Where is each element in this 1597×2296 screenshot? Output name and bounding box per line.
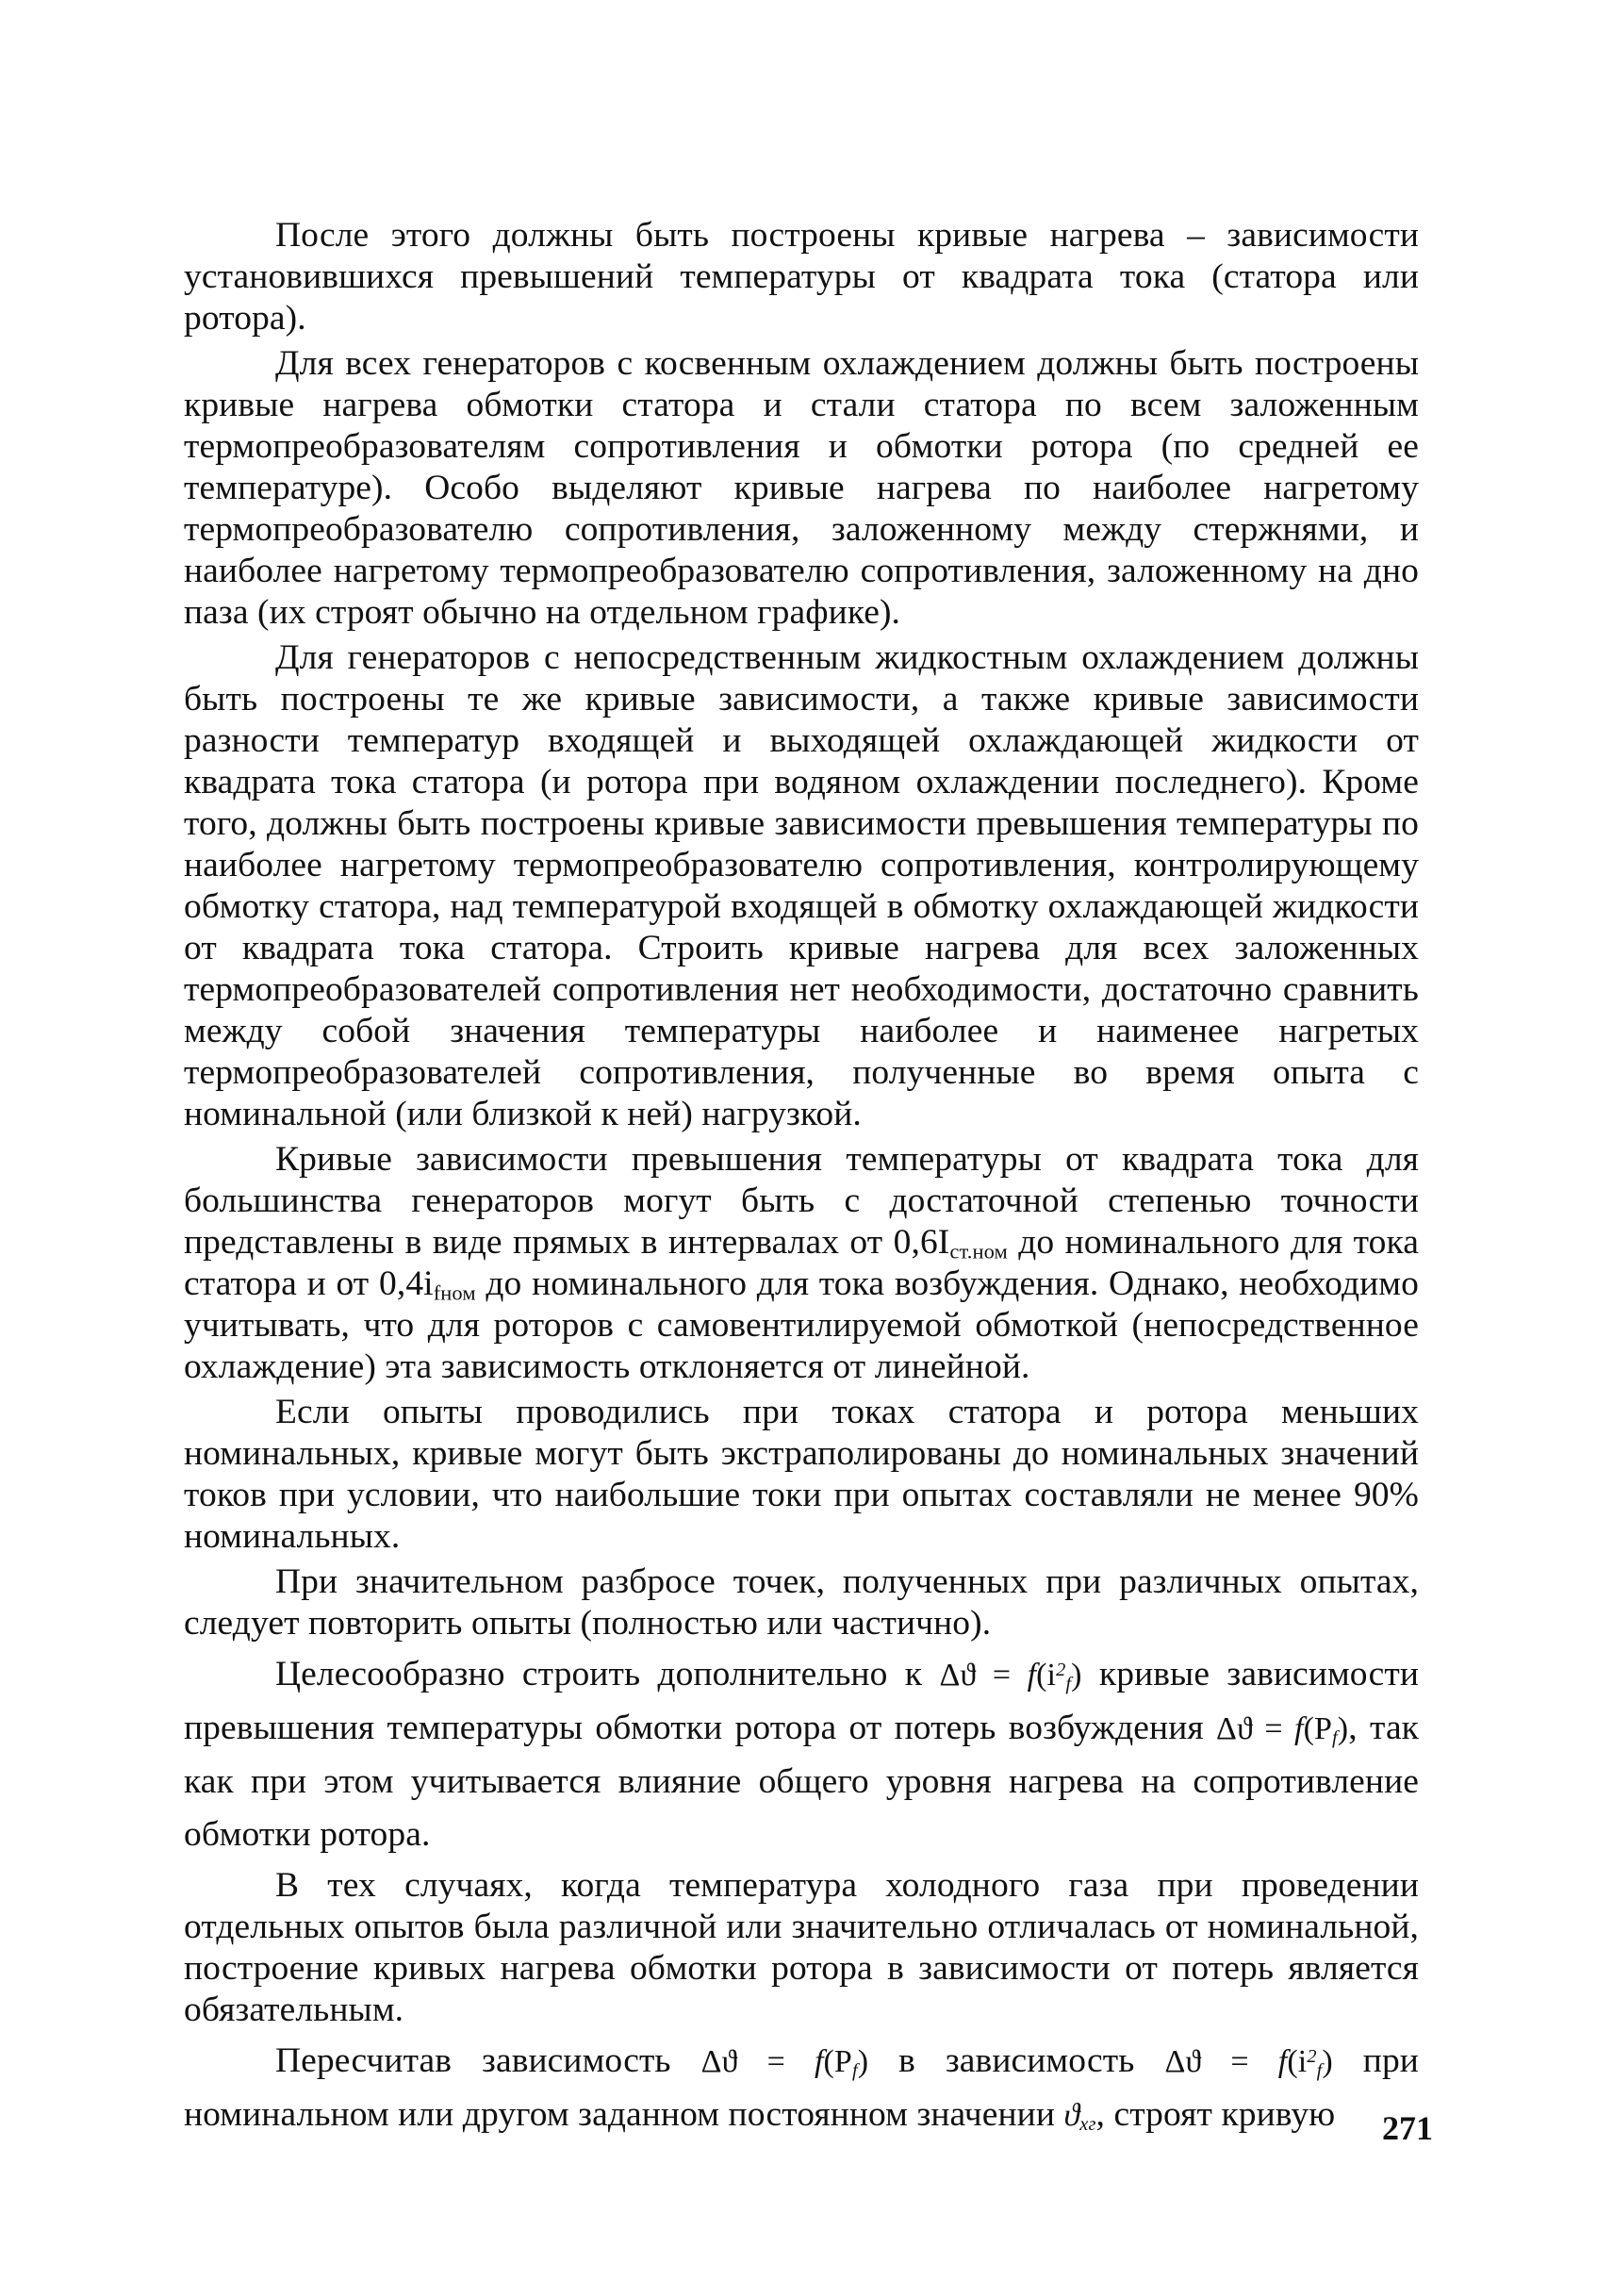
paragraph-1: После этого должны быть построены кривые нагрева – зависимости установившихся превышений температуры от квадрата тока (статора или ротора).	[184, 216, 1419, 338]
paragraph-4	[184, 1139, 1419, 1388]
page-text	[184, 215, 1419, 2146]
paragraph-2: Для всех генераторов с косвенным охлаждением должны быть построены кривые нагрева обмотки статора и стали статора по всем заложенным термопреобразователям сопротивления и обмотки ротора (по средней ее температуре). Особо выделяют кривые нагрева по наиболее нагретому термопреобразователю сопротивления, заложенному между стержнями, и наиболее нагретому термопреобразователю сопротивления, заложенному на дно паза (их строят обычно на отдельном графике).	[184, 344, 1419, 632]
formula-dtheta-if2-2: $\Delta ϑ = f(i^2_f)$	[1164, 2044, 1333, 2082]
formula-dtheta-pf-2: $\Delta ϑ = f(P_f)$	[700, 2044, 869, 2082]
paragraph-9	[184, 2035, 1419, 2142]
paragraph-5: Если опыты проводились при токах статора и ротора меньших номинальных, кривые могут быть экстраполированы до номинальных значений токов при условии, что наибольшие токи при опытах составляли не менее 90% номинальных.	[184, 1393, 1419, 1556]
p9-text-c: при номинальном или другом заданном постоянном значении	[184, 2041, 1419, 2134]
page-number: 271	[1382, 2109, 1433, 2147]
p9-text-b: в зависимость	[868, 2041, 1165, 2080]
p7-text-a: Целесообразно строить дополнительно к	[275, 1655, 940, 1693]
p9-text-a: Пересчитав зависимость	[275, 2041, 701, 2080]
p7-text-c: , так как при этом учитывается влияние общего уровня нагрева на сопротивление обмотки ротора.	[184, 1709, 1420, 1854]
paragraph-7	[184, 1648, 1419, 1861]
p9-text-d: , строят кривую	[1095, 2095, 1336, 2134]
paragraph-8: В тех случаях, когда температура холодного газа при проведении отдельных опытов была различной или значительно отличалась от номинальной, построение кривых нагрева обмотки ротора в зависимости от потерь является обязательным.	[184, 1866, 1419, 2029]
p4-text-b: до номинального для тока статора и от 0,4i	[184, 1223, 1419, 1303]
p4-sub-fnom: fном	[433, 1280, 476, 1305]
p4-sub-stnom: ст.ном	[949, 1239, 1008, 1264]
paragraph-3: Для генераторов с непосредственным жидкостным охлаждением должны быть построены те же кривые зависимости, а также кривые зависимости разности температур входящей и выходящей охлаждающей жидкости от квадрата тока статора (и ротора при водяном охлаждении последнего). Кроме того, должны быть построены кривые зависимости превышения температуры по наиболее нагретому термопреобразователю сопротивления, контролирующему обмотку статора, над температурой входящей в обмотку охлаждающей жидкости от квадрата тока статора. Строить кривые нагрева для всех заложенных термопреобразователей сопротивления нет необходимости, достаточно сравнить между собой значения температуры наиболее и наименее нагретых термопреобразователей сопротивления, полученные во время опыта с номинальной (или близкой к ней) нагрузкой.	[184, 638, 1419, 1133]
p7-text-b: кривые зависимости превышения температуры обмотки ротора от потерь возбуждения	[184, 1655, 1419, 1747]
formula-dtheta-pf: $\Delta ϑ = f(P_f)$	[1216, 1711, 1349, 1749]
formula-theta-xg: $ϑ_{хг}$	[1063, 2098, 1096, 2136]
paragraph-6: При значительном разбросе точек, полученных при различных опытах, следует повторить опыты (полностью или частично).	[184, 1562, 1419, 1643]
p4-text-c: до номинального для тока возбуждения. Однако, необходимо учитывать, что для роторов с самовентилируемой обмоткой (непосредственное охлаждение) эта зависимость отклоняется от линейной.	[184, 1264, 1419, 1386]
formula-dtheta-if2: $\Delta ϑ = f(i^2_f)$	[939, 1658, 1082, 1695]
p4-text-a: Кривые зависимости превышения температуры от квадрата тока для большинства генераторов могут быть с достаточной степенью точности представлены в виде прямых в интервалах от 0,6I	[184, 1140, 1419, 1262]
